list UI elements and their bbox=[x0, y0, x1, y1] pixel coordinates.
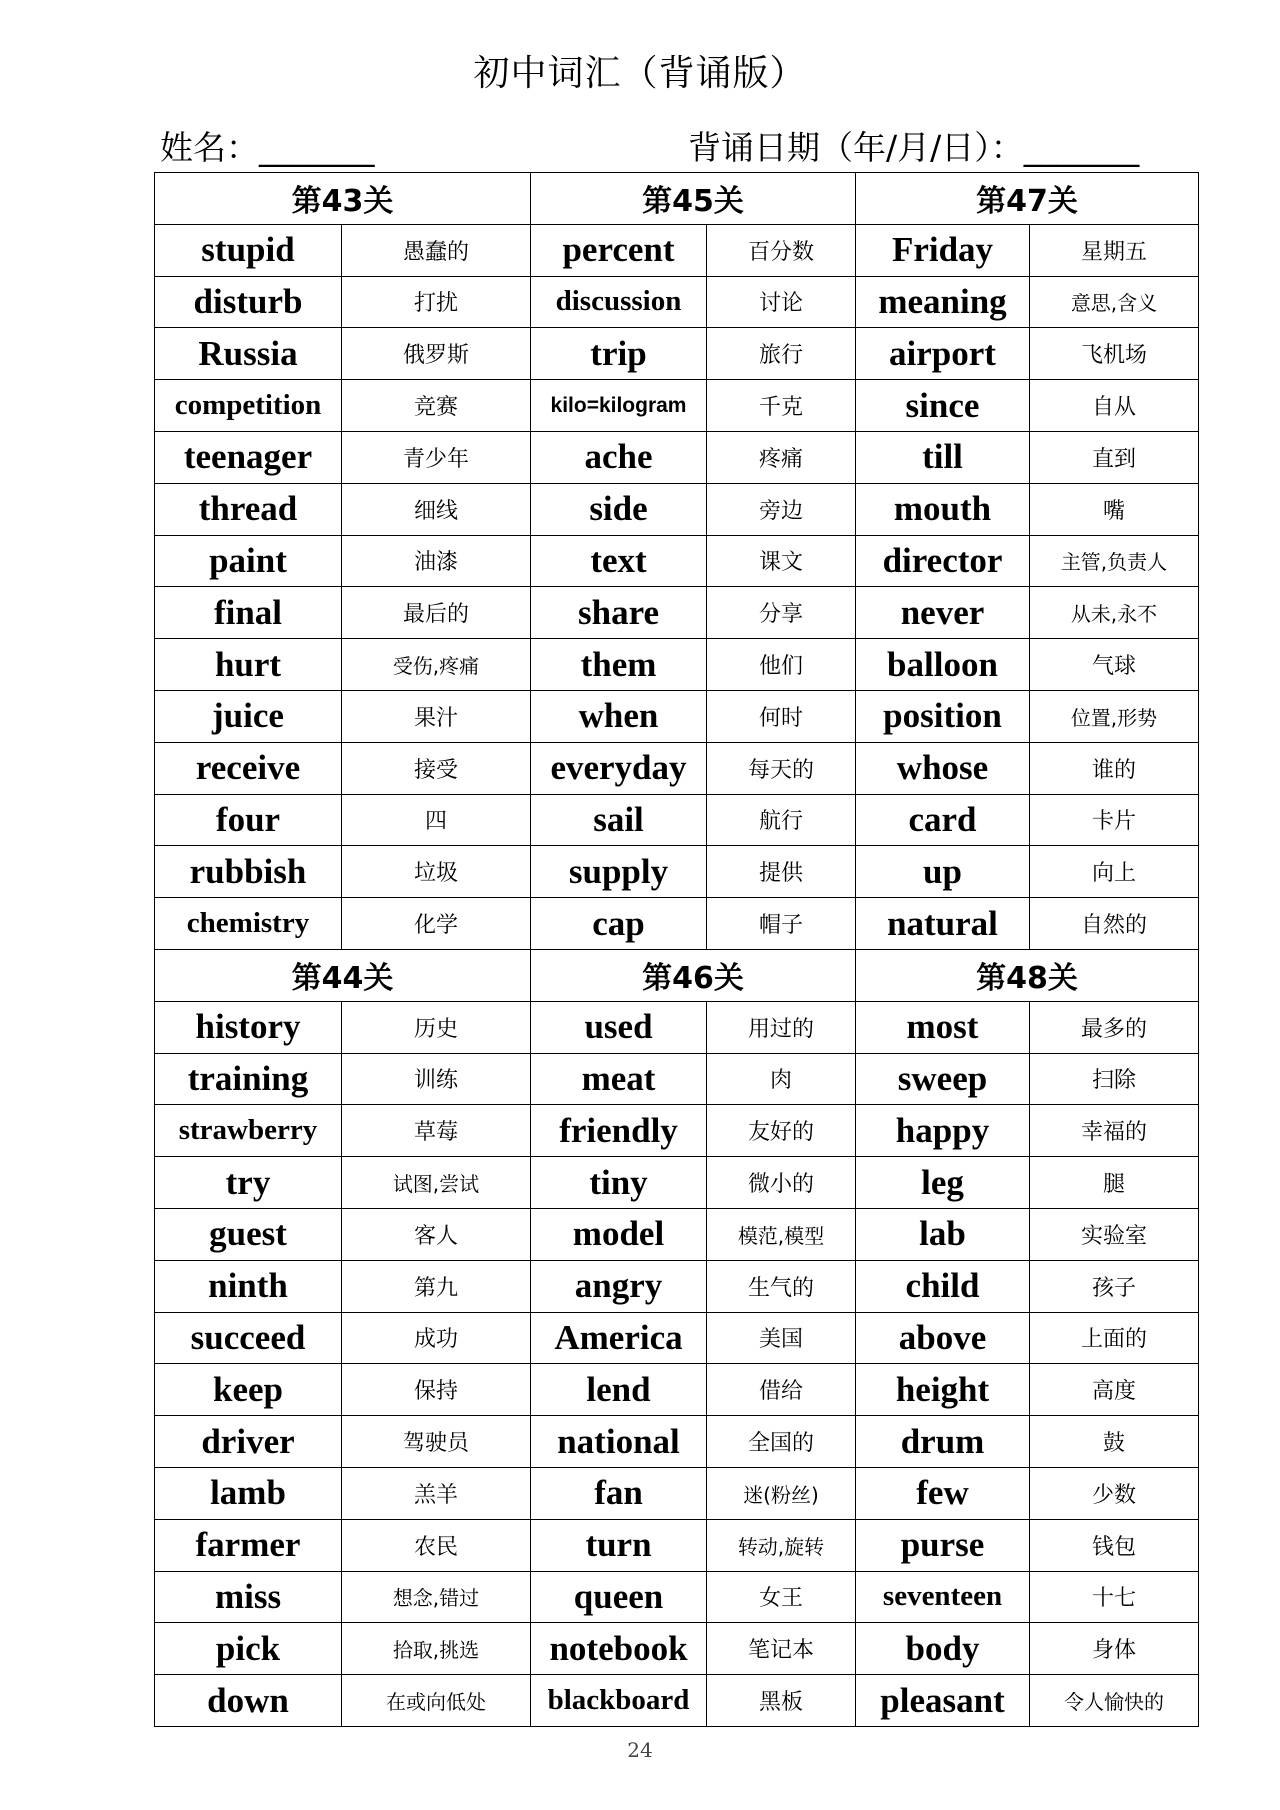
vocab-row bbox=[155, 846, 1199, 898]
english-word: keep bbox=[155, 1364, 342, 1416]
chinese-meaning: 肉 bbox=[707, 1053, 856, 1105]
english-word: angry bbox=[531, 1260, 707, 1312]
chinese-meaning: 羔羊 bbox=[342, 1467, 531, 1519]
chinese-meaning: 向上 bbox=[1030, 846, 1199, 898]
level-heading: 第43关 bbox=[155, 173, 531, 225]
english-word: pleasant bbox=[856, 1675, 1030, 1727]
chinese-meaning: 历史 bbox=[342, 1001, 531, 1053]
english-word: succeed bbox=[155, 1312, 342, 1364]
chinese-meaning: 俄罗斯 bbox=[342, 328, 531, 380]
english-word: up bbox=[856, 846, 1030, 898]
english-word: friendly bbox=[531, 1105, 707, 1157]
chinese-meaning: 钱包 bbox=[1030, 1519, 1199, 1571]
level-header-row bbox=[155, 949, 1199, 1001]
english-word: side bbox=[531, 483, 707, 535]
english-word: lamb bbox=[155, 1467, 342, 1519]
chinese-meaning: 试图,尝试 bbox=[342, 1157, 531, 1209]
vocab-row bbox=[155, 794, 1199, 846]
english-word: blackboard bbox=[531, 1675, 707, 1727]
vocab-row bbox=[155, 1312, 1199, 1364]
english-word: chemistry bbox=[155, 898, 342, 950]
english-word: drum bbox=[856, 1416, 1030, 1468]
chinese-meaning: 第九 bbox=[342, 1260, 531, 1312]
chinese-meaning: 最多的 bbox=[1030, 1001, 1199, 1053]
vocab-row bbox=[155, 1623, 1199, 1675]
chinese-meaning: 打扰 bbox=[342, 276, 531, 328]
english-word: supply bbox=[531, 846, 707, 898]
chinese-meaning: 孩子 bbox=[1030, 1260, 1199, 1312]
english-word: final bbox=[155, 587, 342, 639]
chinese-meaning: 百分数 bbox=[707, 224, 856, 276]
english-word: miss bbox=[155, 1571, 342, 1623]
vocab-row bbox=[155, 483, 1199, 535]
chinese-meaning: 航行 bbox=[707, 794, 856, 846]
chinese-meaning: 生气的 bbox=[707, 1260, 856, 1312]
english-word: meaning bbox=[856, 276, 1030, 328]
chinese-meaning: 在或向低处 bbox=[342, 1675, 531, 1727]
vocab-row bbox=[155, 1416, 1199, 1468]
vocab-row bbox=[155, 1208, 1199, 1260]
chinese-meaning: 女王 bbox=[707, 1571, 856, 1623]
vocab-row bbox=[155, 742, 1199, 794]
chinese-meaning: 拾取,挑选 bbox=[342, 1623, 531, 1675]
chinese-meaning: 令人愉快的 bbox=[1030, 1675, 1199, 1727]
english-word: down bbox=[155, 1675, 342, 1727]
english-word: juice bbox=[155, 690, 342, 742]
chinese-meaning: 转动,旋转 bbox=[707, 1519, 856, 1571]
chinese-meaning: 提供 bbox=[707, 846, 856, 898]
chinese-meaning: 迷(粉丝) bbox=[707, 1467, 856, 1519]
english-word: teenager bbox=[155, 431, 342, 483]
vocab-row bbox=[155, 1001, 1199, 1053]
chinese-meaning: 幸福的 bbox=[1030, 1105, 1199, 1157]
english-word: height bbox=[856, 1364, 1030, 1416]
chinese-meaning: 美国 bbox=[707, 1312, 856, 1364]
chinese-meaning: 旅行 bbox=[707, 328, 856, 380]
english-word: stupid bbox=[155, 224, 342, 276]
english-word: fan bbox=[531, 1467, 707, 1519]
vocab-row bbox=[155, 328, 1199, 380]
english-word: meat bbox=[531, 1053, 707, 1105]
english-word: paint bbox=[155, 535, 342, 587]
english-word: training bbox=[155, 1053, 342, 1105]
english-word: share bbox=[531, 587, 707, 639]
english-word: airport bbox=[856, 328, 1030, 380]
english-word: child bbox=[856, 1260, 1030, 1312]
chinese-meaning: 接受 bbox=[342, 742, 531, 794]
vocab-row bbox=[155, 380, 1199, 432]
english-word: card bbox=[856, 794, 1030, 846]
level-heading: 第45关 bbox=[531, 173, 856, 225]
level-heading: 第47关 bbox=[856, 173, 1199, 225]
chinese-meaning: 主管,负责人 bbox=[1030, 535, 1199, 587]
vocabulary-table bbox=[154, 172, 1199, 1727]
vocab-row bbox=[155, 1105, 1199, 1157]
chinese-meaning: 从未,永不 bbox=[1030, 587, 1199, 639]
english-word: trip bbox=[531, 328, 707, 380]
vocab-row bbox=[155, 1260, 1199, 1312]
english-word: whose bbox=[856, 742, 1030, 794]
english-word: above bbox=[856, 1312, 1030, 1364]
chinese-meaning: 客人 bbox=[342, 1208, 531, 1260]
english-word: discussion bbox=[531, 276, 707, 328]
english-word: sweep bbox=[856, 1053, 1030, 1105]
chinese-meaning: 身体 bbox=[1030, 1623, 1199, 1675]
chinese-meaning: 课文 bbox=[707, 535, 856, 587]
chinese-meaning: 高度 bbox=[1030, 1364, 1199, 1416]
vocab-row bbox=[155, 535, 1199, 587]
english-word: strawberry bbox=[155, 1105, 342, 1157]
chinese-meaning: 借给 bbox=[707, 1364, 856, 1416]
chinese-meaning: 微小的 bbox=[707, 1157, 856, 1209]
chinese-meaning: 四 bbox=[342, 794, 531, 846]
chinese-meaning: 旁边 bbox=[707, 483, 856, 535]
chinese-meaning: 直到 bbox=[1030, 431, 1199, 483]
chinese-meaning: 草莓 bbox=[342, 1105, 531, 1157]
chinese-meaning: 竞赛 bbox=[342, 380, 531, 432]
english-word: since bbox=[856, 380, 1030, 432]
english-word: purse bbox=[856, 1519, 1030, 1571]
vocab-row bbox=[155, 431, 1199, 483]
vocabulary-table-body bbox=[155, 173, 1199, 1727]
chinese-meaning: 嘴 bbox=[1030, 483, 1199, 535]
english-word: sail bbox=[531, 794, 707, 846]
english-word: tiny bbox=[531, 1157, 707, 1209]
english-word: queen bbox=[531, 1571, 707, 1623]
english-word: four bbox=[155, 794, 342, 846]
vocab-row bbox=[155, 898, 1199, 950]
english-word: farmer bbox=[155, 1519, 342, 1571]
chinese-meaning: 每天的 bbox=[707, 742, 856, 794]
chinese-meaning: 最后的 bbox=[342, 587, 531, 639]
english-word: never bbox=[856, 587, 1030, 639]
chinese-meaning: 意思,含义 bbox=[1030, 276, 1199, 328]
chinese-meaning: 位置,形势 bbox=[1030, 690, 1199, 742]
level-heading: 第46关 bbox=[531, 949, 856, 1001]
document-title: 初中词汇（背诵版） bbox=[473, 53, 807, 94]
english-word: leg bbox=[856, 1157, 1030, 1209]
english-word: model bbox=[531, 1208, 707, 1260]
english-word: lab bbox=[856, 1208, 1030, 1260]
vocab-row bbox=[155, 276, 1199, 328]
chinese-meaning: 用过的 bbox=[707, 1001, 856, 1053]
english-word: disturb bbox=[155, 276, 342, 328]
english-word: lend bbox=[531, 1364, 707, 1416]
english-word: pick bbox=[155, 1623, 342, 1675]
english-word: driver bbox=[155, 1416, 342, 1468]
english-word: when bbox=[531, 690, 707, 742]
chinese-meaning: 他们 bbox=[707, 639, 856, 691]
chinese-meaning: 谁的 bbox=[1030, 742, 1199, 794]
english-word: balloon bbox=[856, 639, 1030, 691]
english-word: seventeen bbox=[856, 1571, 1030, 1623]
english-word: ninth bbox=[155, 1260, 342, 1312]
chinese-meaning: 飞机场 bbox=[1030, 328, 1199, 380]
vocab-row bbox=[155, 1157, 1199, 1209]
chinese-meaning: 讨论 bbox=[707, 276, 856, 328]
english-word: Russia bbox=[155, 328, 342, 380]
chinese-meaning: 愚蠢的 bbox=[342, 224, 531, 276]
chinese-meaning: 扫除 bbox=[1030, 1053, 1199, 1105]
english-word: director bbox=[856, 535, 1030, 587]
english-word: position bbox=[856, 690, 1030, 742]
page-number: 24 bbox=[627, 1738, 653, 1762]
chinese-meaning: 气球 bbox=[1030, 639, 1199, 691]
chinese-meaning: 疼痛 bbox=[707, 431, 856, 483]
english-word: hurt bbox=[155, 639, 342, 691]
chinese-meaning: 细线 bbox=[342, 483, 531, 535]
english-word: guest bbox=[155, 1208, 342, 1260]
chinese-meaning: 上面的 bbox=[1030, 1312, 1199, 1364]
english-word: notebook bbox=[531, 1623, 707, 1675]
english-word: thread bbox=[155, 483, 342, 535]
chinese-meaning: 模范,模型 bbox=[707, 1208, 856, 1260]
english-word: national bbox=[531, 1416, 707, 1468]
chinese-meaning: 保持 bbox=[342, 1364, 531, 1416]
vocab-row bbox=[155, 1519, 1199, 1571]
chinese-meaning: 十七 bbox=[1030, 1571, 1199, 1623]
chinese-meaning: 农民 bbox=[342, 1519, 531, 1571]
english-word: till bbox=[856, 431, 1030, 483]
english-word: natural bbox=[856, 898, 1030, 950]
vocab-row bbox=[155, 1364, 1199, 1416]
chinese-meaning: 友好的 bbox=[707, 1105, 856, 1157]
chinese-meaning: 全国的 bbox=[707, 1416, 856, 1468]
chinese-meaning: 鼓 bbox=[1030, 1416, 1199, 1468]
chinese-meaning: 想念,错过 bbox=[342, 1571, 531, 1623]
vocab-row bbox=[155, 1053, 1199, 1105]
chinese-meaning: 帽子 bbox=[707, 898, 856, 950]
chinese-meaning: 腿 bbox=[1030, 1157, 1199, 1209]
english-word: rubbish bbox=[155, 846, 342, 898]
vocab-row bbox=[155, 1467, 1199, 1519]
chinese-meaning: 笔记本 bbox=[707, 1623, 856, 1675]
english-word: most bbox=[856, 1001, 1030, 1053]
chinese-meaning: 训练 bbox=[342, 1053, 531, 1105]
english-word: mouth bbox=[856, 483, 1030, 535]
english-word: used bbox=[531, 1001, 707, 1053]
english-word: everyday bbox=[531, 742, 707, 794]
english-word: try bbox=[155, 1157, 342, 1209]
chinese-meaning: 自然的 bbox=[1030, 898, 1199, 950]
chinese-meaning: 星期五 bbox=[1030, 224, 1199, 276]
level-heading: 第48关 bbox=[856, 949, 1199, 1001]
chinese-meaning: 青少年 bbox=[342, 431, 531, 483]
vocab-row bbox=[155, 690, 1199, 742]
name-field-label: 姓名：_______ bbox=[160, 128, 375, 167]
english-word: ache bbox=[531, 431, 707, 483]
english-word: receive bbox=[155, 742, 342, 794]
english-word: few bbox=[856, 1467, 1030, 1519]
level-heading: 第44关 bbox=[155, 949, 531, 1001]
english-word: America bbox=[531, 1312, 707, 1364]
chinese-meaning: 化学 bbox=[342, 898, 531, 950]
chinese-meaning: 何时 bbox=[707, 690, 856, 742]
chinese-meaning: 油漆 bbox=[342, 535, 531, 587]
vocab-row bbox=[155, 1571, 1199, 1623]
english-word: turn bbox=[531, 1519, 707, 1571]
chinese-meaning: 驾驶员 bbox=[342, 1416, 531, 1468]
chinese-meaning: 少数 bbox=[1030, 1467, 1199, 1519]
chinese-meaning: 成功 bbox=[342, 1312, 531, 1364]
english-word: percent bbox=[531, 224, 707, 276]
vocab-row bbox=[155, 639, 1199, 691]
vocab-row bbox=[155, 1675, 1199, 1727]
chinese-meaning: 实验室 bbox=[1030, 1208, 1199, 1260]
chinese-meaning: 受伤,疼痛 bbox=[342, 639, 531, 691]
chinese-meaning: 千克 bbox=[707, 380, 856, 432]
english-word: body bbox=[856, 1623, 1030, 1675]
vocab-row bbox=[155, 224, 1199, 276]
vocab-row bbox=[155, 587, 1199, 639]
english-word: text bbox=[531, 535, 707, 587]
chinese-meaning: 卡片 bbox=[1030, 794, 1199, 846]
english-word: them bbox=[531, 639, 707, 691]
level-header-row bbox=[155, 173, 1199, 225]
english-word: happy bbox=[856, 1105, 1030, 1157]
chinese-meaning: 垃圾 bbox=[342, 846, 531, 898]
chinese-meaning: 果汁 bbox=[342, 690, 531, 742]
english-word: Friday bbox=[856, 224, 1030, 276]
english-word: competition bbox=[155, 380, 342, 432]
date-field-label: 背诵日期（年/月/日）：_______ bbox=[688, 128, 1140, 167]
chinese-meaning: 黑板 bbox=[707, 1675, 856, 1727]
chinese-meaning: 自从 bbox=[1030, 380, 1199, 432]
chinese-meaning: 分享 bbox=[707, 587, 856, 639]
english-word: kilo=kilogram bbox=[531, 380, 707, 432]
english-word: history bbox=[155, 1001, 342, 1053]
english-word: cap bbox=[531, 898, 707, 950]
